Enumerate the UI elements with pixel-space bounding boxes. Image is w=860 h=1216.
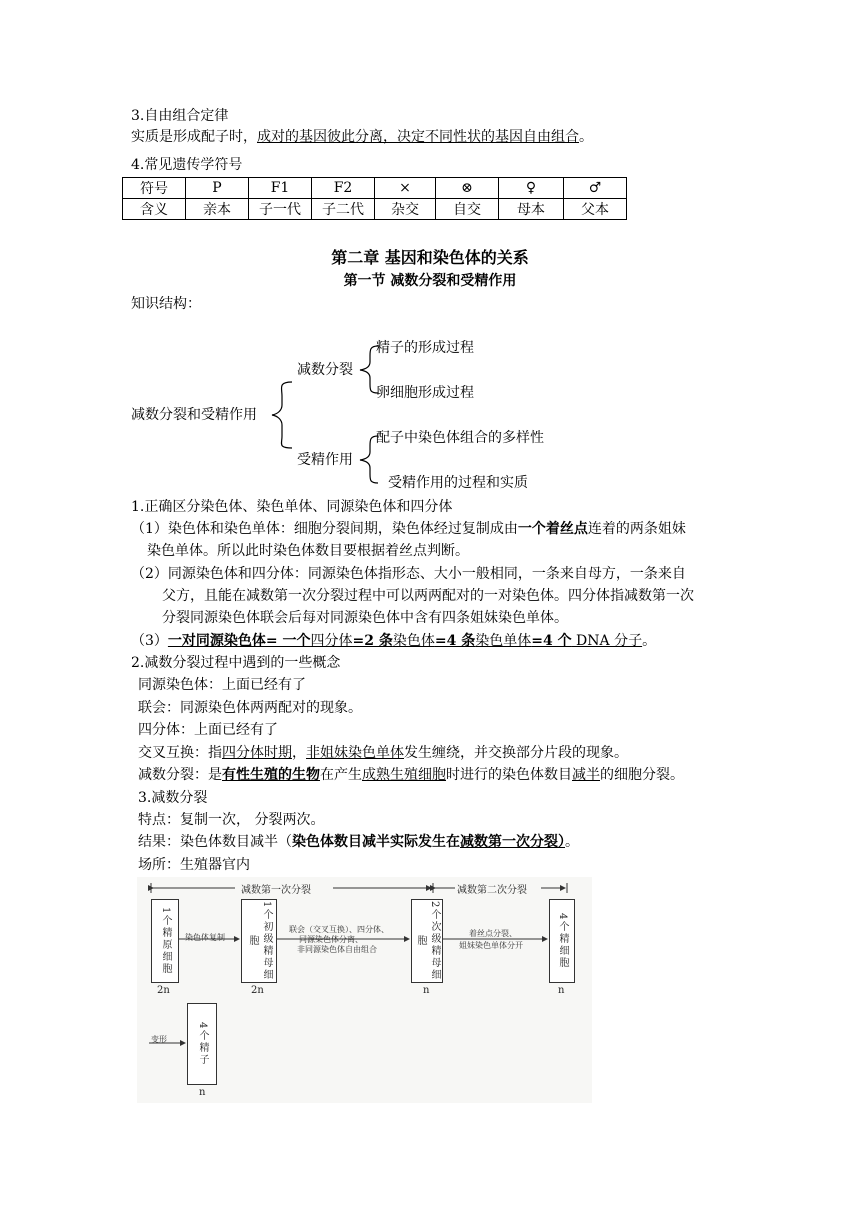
ploidy-label: n	[199, 1087, 206, 1098]
concept-synapsis: 联会：同源染色体两两配对的现象。	[138, 700, 362, 716]
arrow-label-transform: 变形	[151, 1035, 167, 1044]
text-segment: DNA 分子	[571, 633, 643, 649]
phase2-label: 减数第二次分裂	[457, 885, 527, 896]
table-cell: 含义	[123, 199, 186, 220]
text-segment: （3）	[131, 633, 168, 649]
meiosis-location: 场所：生殖器官内	[138, 857, 250, 873]
table-cell: F2	[312, 178, 375, 199]
meiosis-feature: 特点：复制一次， 分裂两次。	[138, 812, 325, 828]
point1-item2-line2: 父方，且能在减数第一次分裂过程中可以两两配对的一对染色体。四分体指减数第一次	[162, 588, 694, 604]
text-underlined: 成熟生殖细胞	[362, 767, 446, 783]
text-bold: 一对同源染色体= 一个	[167, 633, 311, 649]
text-segment: 时进行的染色体数目	[446, 767, 572, 783]
spermatogenesis-diagram	[137, 877, 592, 1103]
table-cell: F1	[249, 178, 312, 199]
box-label: 4个精细胞	[557, 912, 568, 970]
table-cell: 符号	[123, 178, 186, 199]
arrow-label-replication: 染色体复制	[185, 933, 225, 942]
box-sperm	[187, 1003, 217, 1085]
text-segment: 减数分裂：是	[138, 767, 222, 783]
tree-leaf-sperm: 精子的形成过程	[376, 340, 474, 356]
tree-leaf-egg: 卵细胞形成过程	[376, 385, 474, 401]
text-bold: 一个着丝点	[517, 521, 588, 537]
phase1-label: 减数第一次分裂	[241, 885, 311, 896]
text-underlined: 非姐妹染色单体	[306, 745, 404, 761]
text-segment: 染色单体	[475, 633, 532, 649]
table-cell: ⊗	[436, 178, 499, 199]
table-cell: ×	[375, 178, 436, 199]
point1-item2-line3: 分裂同源染色体联会后每对同源染色体中含有四条姐妹染色单体。	[162, 610, 568, 626]
box-spermatogonium	[151, 899, 179, 983]
point1-item3	[131, 631, 656, 651]
box-spermatid	[549, 899, 575, 983]
text-segment: 发生缠绕，并交换部分片段的现象。	[404, 745, 628, 761]
box-label: 1个精原细胞	[160, 906, 171, 976]
tree-leaf-diversity: 配子中染色体组合的多样性	[376, 430, 544, 446]
section-title-free-combination: 3.自由组合定律	[131, 108, 229, 124]
box-primary-spermatocyte	[241, 899, 277, 983]
box-secondary-spermatocyte	[411, 899, 443, 983]
text-bold-underlined: 减数第一次分裂）	[460, 834, 565, 850]
meiosis-result	[138, 832, 579, 852]
point1-item2-line1: （2）同源染色体和四分体：同源染色体指形态、大小一般相同，一条来自母方，一条来自	[131, 566, 686, 582]
text-segment: 连着的两条姐妹	[587, 521, 686, 537]
point3-title: 3.减数分裂	[138, 790, 208, 806]
section-heading: 第一节 减数分裂和受精作用	[343, 273, 517, 289]
table-cell: P	[186, 178, 249, 199]
table-cell: ♀	[499, 178, 564, 199]
text-segment: ，	[292, 745, 306, 761]
point2-title: 2.减数分裂过程中遇到的一些概念	[131, 655, 341, 671]
text-segment: 的细胞分裂。	[600, 767, 684, 783]
table-cell: 父本	[564, 199, 627, 220]
table-cell: 子二代	[312, 199, 375, 220]
essence-end: 。	[579, 129, 593, 145]
chapter-title: 第二章 基因和染色体的关系	[331, 248, 529, 267]
concept-crossing-over	[138, 743, 628, 763]
text-underlined: 四分体时期	[222, 745, 292, 761]
text-bold: =4 个	[531, 633, 572, 649]
table-cell: 自交	[436, 199, 499, 220]
ploidy-label: n	[558, 985, 565, 996]
table-cell: 杂交	[375, 199, 436, 220]
tree-leaf-essence: 受精作用的过程和实质	[388, 475, 528, 491]
text-segment: 结果：染色体数目减半（	[138, 834, 292, 850]
text-underlined: 减半	[572, 767, 600, 783]
box-label: 4个精子	[197, 1021, 208, 1067]
box-label: 2个次级精母细胞	[415, 900, 440, 982]
knowledge-structure-label: 知识结构：	[131, 296, 201, 312]
text-segment: （1）染色体和染色单体：细胞分裂间期，染色体经过复制成由	[131, 521, 518, 537]
table-cell: 母本	[499, 199, 564, 220]
text-bold: =4 条	[434, 633, 476, 649]
text-segment: 。	[642, 633, 657, 649]
arrow-label-meiosis2-a: 着丝点分裂、	[469, 929, 517, 938]
ploidy-label: n	[423, 985, 430, 996]
arrow-label-meiosis1-c: 非同源染色体自由组合	[297, 945, 377, 954]
point1-item1-line1	[131, 519, 686, 539]
arrow-label-meiosis1-a: 联会（交叉互换）、四分体、	[289, 925, 389, 934]
text-bold: =2 条	[352, 633, 393, 649]
text-segment: 四分体	[310, 633, 353, 649]
concept-tetrad: 四分体：上面已经有了	[138, 722, 278, 738]
concept-meiosis	[138, 765, 684, 785]
table-cell: 子一代	[249, 199, 312, 220]
tree-branch-fertilization: 受精作用	[297, 452, 353, 468]
text-segment: 交叉互换：指	[138, 745, 222, 761]
tree-braces	[0, 0, 860, 520]
point1-title: 1.正确区分染色体、染色单体、同源染色体和四分体	[131, 499, 453, 515]
ploidy-label: 2n	[251, 985, 264, 996]
point1-item1-line2: 染色单体。所以此时染色体数目要根据着丝点判断。	[147, 543, 469, 559]
box-label: 1个初级精母细胞	[247, 900, 272, 982]
text-bold-underlined: 有性生殖的生物	[222, 767, 320, 783]
text-bold: 染色体数目减半实际发生在	[292, 834, 460, 850]
arrow-label-meiosis2-b: 姐妹染色单体分开	[459, 941, 523, 950]
section-title-symbols: 4.常见遗传学符号	[131, 157, 243, 173]
text-segment: 染色体	[392, 633, 435, 649]
equation-underlined	[168, 633, 642, 649]
essence-underlined: 成对的基因彼此分离，决定不同性状的基因自由组合	[257, 129, 579, 145]
text-segment: 在产生	[320, 767, 362, 783]
ploidy-label: 2n	[157, 985, 170, 996]
essence-prefix: 实质是形成配子时，	[131, 129, 257, 145]
tree-root: 减数分裂和受精作用	[131, 407, 257, 423]
arrow-label-meiosis1-b: 同源染色体分离、	[299, 935, 363, 944]
concept-homologous: 同源染色体：上面已经有了	[138, 677, 306, 693]
table-cell: 亲本	[186, 199, 249, 220]
table-cell: ♂	[564, 178, 627, 199]
tree-branch-meiosis: 减数分裂	[297, 362, 353, 378]
text-segment: 。	[565, 834, 579, 850]
